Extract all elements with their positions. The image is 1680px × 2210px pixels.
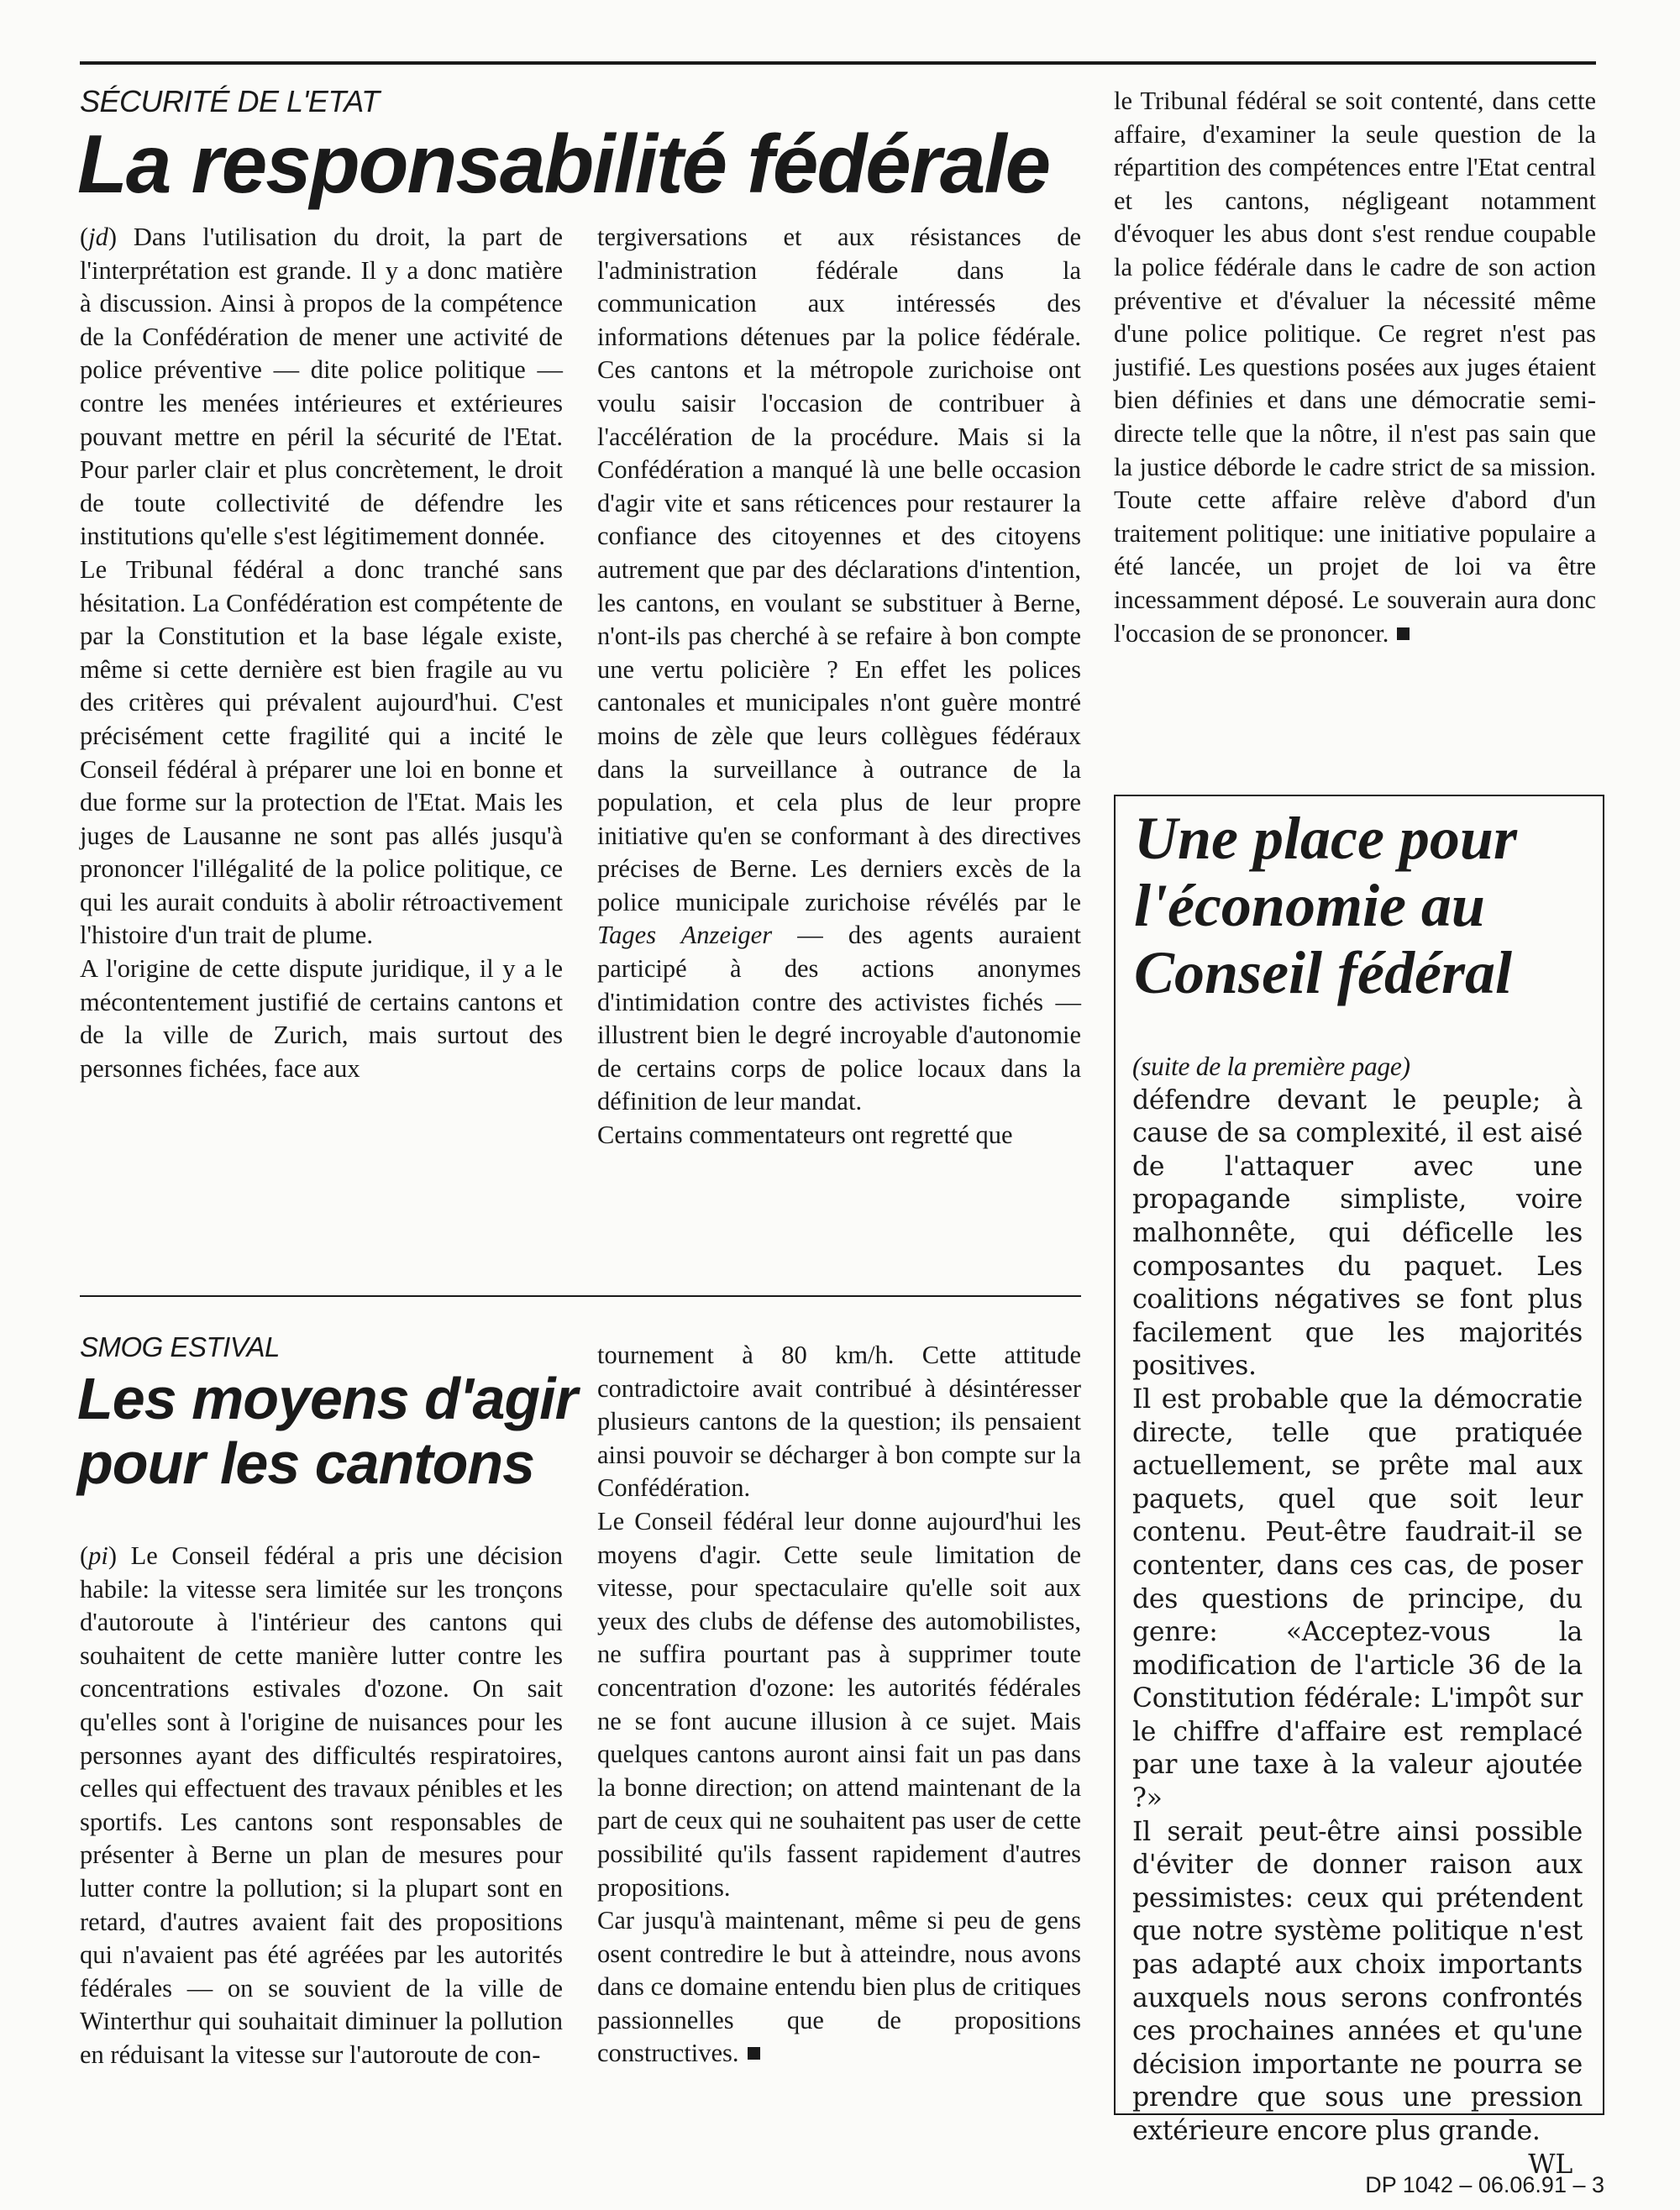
article-separator	[80, 1295, 1081, 1297]
article1-col1-p2: Le Tribunal fédéral a donc tranché sans hésitation. La Confédération est compétente de par la Constitution et la base légale existe, même si cette dernière est bien fragile au vu des critères qui prévalent aujourd'hui. C'est précisément cette fragilité qui a incité le Conseil fédéral à préparer une loi en bonne et due forme sur la protection de l'Etat. Mais les juges de Lausanne ne sont pas allés jusqu'à prononcer l'illégalité de la police politique, ce qui les aurait conduits à abolir rétroactivement l'histoire d'un trait de plume.	[80, 554, 563, 950]
article1-col3-p1: le Tribunal fédéral se soit contenté, dans cette affaire, d'examiner la seule question de la répartition des compétences entre l'Etat central et les cantons, négligeant notamment d'évoquer les abus dont s'est rendue coupable la police fédérale dans le cadre de son action préventive et d'évaluer la nécessité même d'une police politique. Ce regret n'est pas justifié. Les questions posées aux juges étaient bien définies et dans une démocratie semi-directe telle que la nôtre, il n'est pas sain que la justice déborde le cadre strict de sa mission. Toute cette affaire relève d'abord d'un traitement politique: une initiative populaire a été lancée, un projet de loi va être incessamment déposé. Le souverain aura donc l'occasion de se prononcer.	[1114, 87, 1596, 648]
article1-byline: jd	[88, 223, 108, 251]
top-rule	[80, 61, 1596, 65]
article2-column-2	[597, 1339, 1081, 2071]
box-p1: défendre devant le peuple; à cause de sa complexité, il est aisé de l'attaquer avec une propagande simpliste, voire malhonnête, qui déficelle les composantes du paquet. Les coalitions négatives se font plus facilement que les majorités positives.	[1132, 1084, 1583, 1382]
box-title-line-2: l'économie au	[1134, 872, 1485, 939]
article1-column-2	[597, 221, 1081, 1152]
article1-column-3	[1114, 85, 1596, 650]
box-p2: Il est probable que la démocratie directe, telle que pratiquée actuellement, se prête mal aux paquets, quel que soit leur contenu. Peut-être faudrait-il se contenter, dans ces cas, de poser des questions de principe, du genre: «Acceptez-vous la modification de l'article 36 de la Constitution fédérale: L'impôt sur le chiffre d'affaire est remplacé par une taxe à la valeur ajoutée ?»	[1132, 1383, 1583, 1814]
end-mark-icon	[748, 2047, 760, 2060]
article2-col1-p1: Le Conseil fédéral a pris une décision habile: la vitesse sera limitée sur les tronçons d'autoroute à l'intérieur des cantons qui souhaitent de cette manière lutter contre les concentrations estivales d'ozone. On sait qu'elles sont à l'origine de nuisances pour les personnes ayant des difficultés respiratoires, celles qui effectuent des travaux pénibles et les sportifs. Les cantons sont responsables de présenter à Berne un plan de mesures pour lutter contre la pollution; si la plupart sont en retard, d'autres avaient fait des propositions qui n'avaient pas été agréées par les autorités fédérales — on se souvient de la ville de Winterthur qui souhaitait diminuer la pollution en réduisant la vitesse sur l'autoroute de con-	[80, 1541, 563, 2069]
article1-column-1: (jd) Dans l'utilisation du droit, la part de l'interprétation est grande. Il y a donc matière à discussion. Ainsi à propos de la compétence de la Confédération de mener une activité de police préventive — dite police politique — contre les menées intérieures et extérieures pouvant mettre en péril la sécurité de l'Etat. Pour parler clair et plus concrètement, le droit de toute collectivité de défendre les institutions qu'elle s'est légitimement donnée. Le Tribunal fédéral a donc tranché sans hésitation. La Confédération est compétente de par la Constitution et la base légale existe, même si cette dernière est bien fragile au vu des critères qui prévalent aujourd'hui. C'est précisément cette fragilité qui a incité le Conseil fédéral à préparer une loi en bonne et due forme sur la protection de l'Etat. Mais les juges de Lausanne ne sont pas allés jusqu'à prononcer l'illégalité de la police politique, ce qui les aurait conduits à abolir rétroactivement l'histoire d'un trait de plume. A l'origine de cette dispute juridique, il y a le mécontentement justifié de certains cantons et de la ville de Zurich, mais surtout des personnes fichées, face aux	[80, 221, 563, 1085]
box-title-line-1: Une place pour	[1134, 805, 1517, 872]
article1-col2-p2: Certains commentateurs ont regretté que	[597, 1121, 1013, 1150]
article1-col1-p3: A l'origine de cette dispute juridique, il y a le mécontentement justifié de certains cantons et de la ville de Zurich, mais surtout des personnes fichées, face aux	[80, 954, 563, 1083]
article1-col2-p1b: — des agents auraient participé à des actions anonymes d'intimidation contre des activistes fichés — illustrent bien le degré incroyable d'autonomie de certains corps de police locaux dans la définition de leur mandat.	[597, 921, 1082, 1116]
page-footer: DP 1042 – 06.06.91 – 3	[1365, 2172, 1604, 2197]
article2-title-line-1: Les moyens d'agir	[77, 1366, 577, 1431]
box-title-line-3: Conseil fédéral	[1134, 939, 1512, 1006]
end-mark-icon	[1397, 627, 1410, 640]
box-continued-note: (suite de la première page)	[1132, 1052, 1410, 1081]
article2-col2-p3: Car jusqu'à maintenant, même si peu de gens osent contredire le but à atteindre, nous avons dans ce domaine entendu bien plus de critiques passionnelles que de propositions constructives.	[597, 1906, 1081, 2068]
article2-byline: pi	[88, 1541, 108, 1570]
article2-column-1: (pi) Le Conseil fédéral a pris une décision habile: la vitesse sera limitée sur les tronçons d'autoroute à l'intérieur des cantons qui souhaitent de cette manière lutter contre les concentrations estivales d'ozone. On sait qu'elles sont à l'origine de nuisances pour les personnes ayant des difficultés respiratoires, celles qui effectuent des travaux pénibles et les sportifs. Les cantons sont responsables de présenter à Berne un plan de mesures pour lutter contre la pollution; si la plupart sont en retard, d'autres avaient fait des propositions qui n'avaient pas été agréées par les autorités fédérales — on se souvient de la ville de Winterthur qui souhaitait diminuer la pollution en réduisant la vitesse sur l'autoroute de con-	[80, 1541, 563, 2069]
article2-col2-p2: Le Conseil fédéral leur donne aujourd'hui les moyens d'agir. Cette seule limitation de vitesse, pour spectaculaire qu'elle soit aux yeux des clubs de défense des automobilistes, ne suffira pourtant pas à supprimer toute concentration d'ozone: les autorités fédérales ne se font aucune illusion à ce sujet. Mais quelques cantons auront ainsi fait un pas dans la bonne direction; on attend maintenant de la part de ceux qui ne souhaitent pas user de cette possibilité qu'ils fassent rapidement d'autres propositions.	[597, 1506, 1081, 1902]
box-signature: WL	[1528, 2149, 1572, 2180]
article2-title-line-2: pour les cantons	[77, 1430, 535, 1496]
newspaper-name: Tages Anzeiger	[597, 921, 773, 950]
article2-kicker: SMOG ESTIVAL	[80, 1331, 280, 1362]
box-p3: Il serait peut-être ainsi possible d'éviter de donner raison aux pessimistes: ceux qui prétendent que notre système politique n'est pas adapté aux choix importants auxquels nous serons confrontés ces prochaines années et qu'une décision importante ne pourra se prendre que sous une pression extérieure encore plus grande.	[1132, 1816, 1583, 2146]
article1-title: La responsabilité fédérale	[77, 118, 1050, 210]
article2-col2-p1: tournement à 80 km/h. Cette attitude contradictoire avait contribué à désintéresser plusieurs cantons de la question; ils pensaient ainsi pouvoir se décharger à bon compte sur la Confédération.	[597, 1341, 1081, 1503]
article1-col2-p1a: tergiversations et aux résistances de l'administration fédérale dans la communication aux intéressés des informations détenues par la police fédérale. Ces cantons et la métropole zurichoise ont voulu saisir l'occasion de contribuer à l'accélération de la procédure. Mais si la Confédération a manqué là une belle occasion d'agir vite et sans réticences pour restaurer la confiance des citoyennes et des citoyens autrement que par des déclarations d'intention, les cantons, en voulant se substituer à Berne, n'ont-ils pas cherché à se refaire à bon compte une vertu policière ? En effet les polices cantonales et municipales n'ont guère montré moins de zèle que leurs collègues fédéraux dans la surveillance à outrance de la population, et cela plus de leur propre initiative qu'en se conformant à des directives précises de Berne. Les derniers excès de la police municipale zurichoise révélés par le	[597, 223, 1081, 916]
article1-col1-p1: Dans l'utilisation du droit, la part de l'interprétation est grande. Il y a donc matière à discussion. Ainsi à propos de la compétence de la Confédération de mener une activité de police préventive — dite police politique — contre les menées intérieures et extérieures pouvant mettre en péril la sécurité de l'Etat. Pour parler clair et plus concrètement, le droit de toute collectivité de défendre les institutions qu'elle s'est légitimement donnée.	[80, 223, 563, 551]
article1-kicker: SÉCURITÉ DE L'ETAT	[80, 84, 380, 118]
box-body	[1132, 1050, 1583, 2181]
